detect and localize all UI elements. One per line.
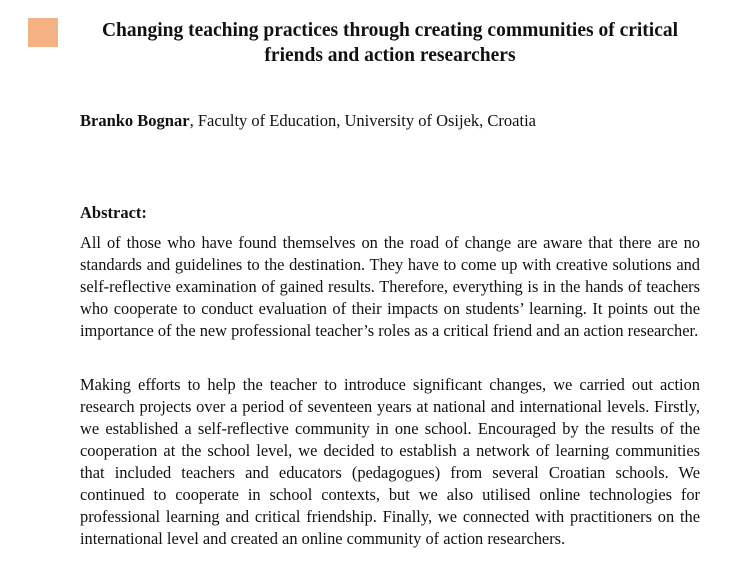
- author-line: [80, 111, 536, 131]
- section-marker: [28, 18, 58, 47]
- author-name: Branko Bognar: [80, 111, 190, 130]
- abstract-paragraph-1: All of those who have found themselves on the road of change are aware that there are no standards and guidelines to the destination. They have to come up with creative solutions and self-reflective examination of gained results. Therefore, everything is in the hands of teachers who cooperate to conduct evaluation of their impacts on students’ learning. It points out the importance of the new professional teacher’s roles as a critical friend and an action researcher.: [80, 233, 700, 340]
- abstract-heading: Abstract:: [80, 203, 147, 222]
- author-affiliation: , Faculty of Education, University of Osijek, Croatia: [189, 111, 536, 130]
- document-title: Changing teaching practices through creating communities of critical friends and action researchers: [101, 20, 679, 66]
- abstract-paragraph-2: Making efforts to help the teacher to introduce significant changes, we carried out action research projects over a period of seventeen years at national and international levels. Firstly, we established a self-reflective community in one school. Encouraged by the results of the cooperation at the school level, we decided to establish a network of learning communities that included teachers and educators (pedagogues) from several Croatian schools. We continued to cooperate in school contexts, but we also utilised online technologies for professional learning and critical friendship. Finally, we connected with practitioners on the international level and created an online community of action researchers.: [80, 375, 700, 548]
